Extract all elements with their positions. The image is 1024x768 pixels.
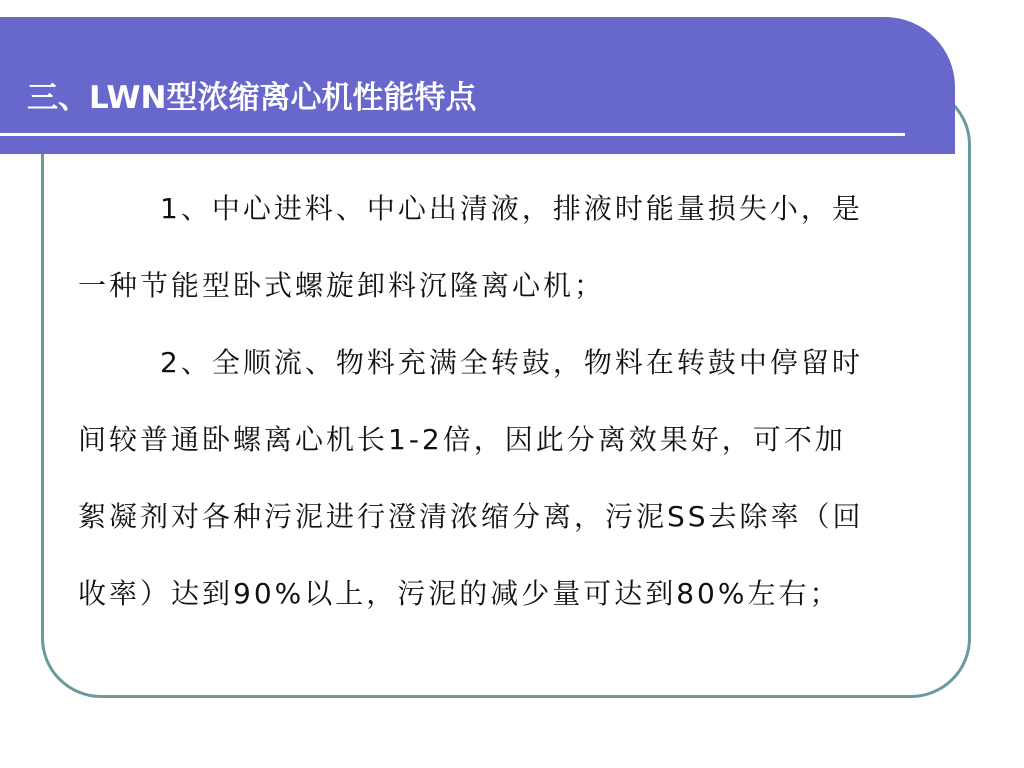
paragraph-2-line-4: 收率）达到90%以上，污泥的减少量可达到80%左右；	[78, 577, 841, 610]
paragraph-2	[78, 324, 938, 632]
paragraph-1	[78, 170, 938, 324]
title-underline	[0, 133, 905, 136]
paragraph-1-line-2: 一种节能型卧式螺旋卸料沉隆离心机；	[78, 269, 606, 302]
slide-title: 三、LWN型浓缩离心机性能特点	[27, 80, 477, 116]
paragraph-1-line-1: 1、中心进料、中心出清液，排液时能量损失小，是	[160, 192, 863, 225]
paragraph-2-line-3: 絮凝剂对各种污泥进行澄清浓缩分离，污泥SS去除率（回	[78, 500, 864, 533]
body-text	[78, 170, 938, 632]
paragraph-2-line-1: 2、全顺流、物料充满全转鼓，物料在转鼓中停留时	[160, 346, 863, 379]
paragraph-2-line-2: 间较普通卧螺离心机长1-2倍，因此分离效果好，可不加	[78, 423, 846, 456]
